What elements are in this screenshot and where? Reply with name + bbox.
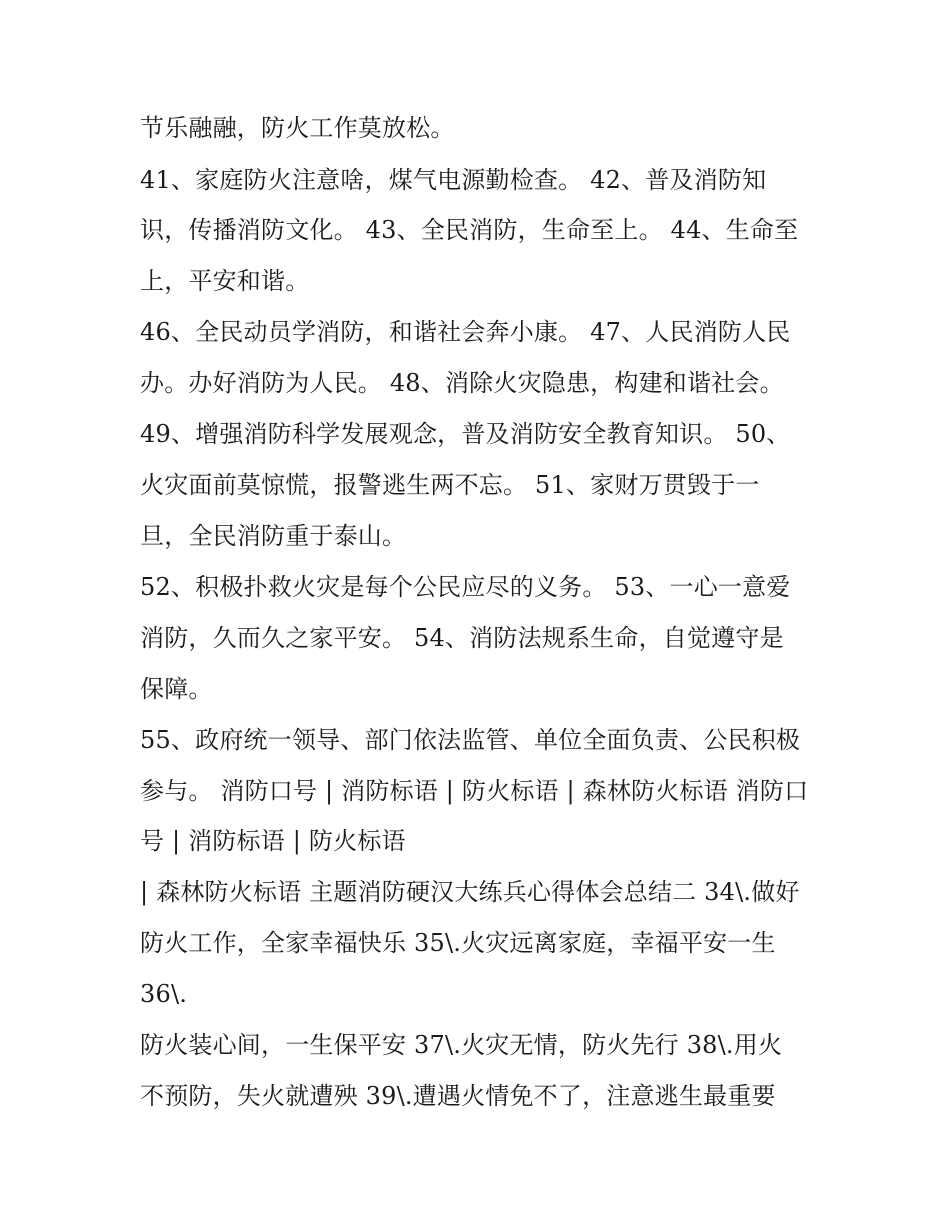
text-line: 不预防，失火就遭殃 39\.遭遇火情免不了，注意逃生最重要 bbox=[140, 1082, 776, 1110]
text-line: 保障。 bbox=[140, 675, 213, 703]
text-line: 46、全民动员学消防，和谐社会奔小康。 47、人民消防人民 bbox=[140, 318, 791, 346]
text-line: 旦，全民消防重于泰山。 bbox=[140, 522, 407, 550]
text-line: 41、家庭防火注意啥，煤气电源勤检查。 42、普及消防知 bbox=[140, 166, 767, 194]
text-line: 防火工作，全家幸福快乐 35\.火灾远离家庭，幸福平安一生 bbox=[140, 929, 776, 957]
text-line: | 森林防火标语 主题消防硬汉大练兵心得体会总结二 34\.做好 bbox=[140, 878, 800, 906]
text-line: 办。办好消防为人民。 48、消除火灾隐患，构建和谐社会。 bbox=[140, 369, 784, 397]
text-line: 火灾面前莫惊慌，报警逃生两不忘。 51、家财万贯毁于一 bbox=[140, 471, 760, 499]
text-line: 49、增强消防科学发展观念，普及消防安全教育知识。 50、 bbox=[140, 420, 791, 448]
text-line: 55、政府统一领导、部门依法监管、单位全面负责、公民积极 bbox=[140, 726, 801, 754]
text-line: 号 | 消防标语 | 防火标语 bbox=[140, 827, 406, 855]
text-line: 消防，久而久之家平安。 54、消防法规系生命，自觉遵守是 bbox=[140, 624, 784, 652]
text-line: 识，传播消防文化。 43、全民消防，生命至上。 44、生命至 bbox=[140, 216, 799, 244]
text-line: 防火装心间，一生保平安 37\.火灾无情，防火先行 38\.用火 bbox=[140, 1031, 783, 1059]
text-line: 参与。 消防口号 | 消防标语 | 防火标语 | 森林防火标语 消防口 bbox=[140, 777, 809, 805]
text-line: 52、积极扑救火灾是每个公民应尽的义务。 53、一心一意爱 bbox=[140, 573, 791, 601]
text-line: 36\. bbox=[140, 980, 188, 1008]
text-line: 节乐融融，防火工作莫放松。 bbox=[140, 114, 455, 142]
text-line: 上，平安和谐。 bbox=[140, 267, 310, 295]
